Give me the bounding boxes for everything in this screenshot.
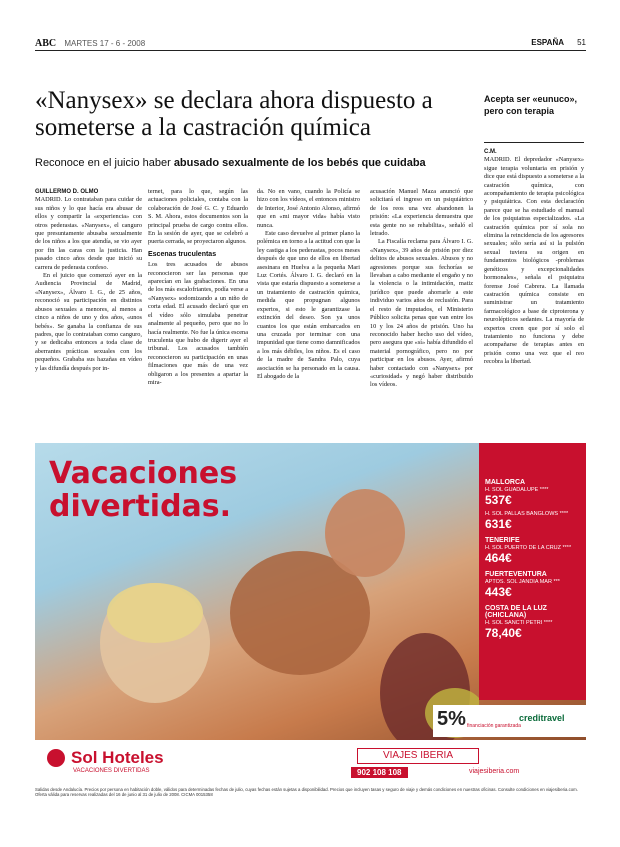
article-column-3 (257, 188, 360, 436)
sidebar-paragraph: MADRID. El depredador «Nanysex» sigue terapia voluntaria en prisión y dice que está dispuesto a someterse a la castración química, con acompañamiento de terapia psicológica y psiquiátrica. Con esta declaración parece que se ha estudiado el manual de los psiquiatras especializados. «La castración química por sí sola no elimina la reincidencia de los agresores sexuales; sólo sería así si la pulsión sexual tuviera su origen en fundamentos biológicos -problemas genéticos y excepcionalidades hormonales», señala el psiquiatra forense José Cabrera. La llamada castración química consiste en suministrar un tratamiento farmacológico a base de ciproterona y neurolépticos sedantes. La mayoría de expertos creen que por sí solo el tratamiento no funciona y debe acompañarse de terapias antes en prisión como una vez que el reo recobra la libertad. (484, 156, 584, 366)
sun-icon (45, 747, 67, 769)
column-paragraph: acusación Manuel Maza anunció que solicitará el ingreso en un psiquiátrico de los reos una vez abandonen la prisión: «La experiencia demuestra que esta gente no se rehabilita», señaló el letrado. (370, 188, 473, 238)
credit-logo: creditravel (519, 713, 565, 723)
page-header (35, 38, 586, 50)
sol-hoteles-logo: Sol Hoteles (71, 748, 164, 767)
ad-footer (35, 740, 586, 787)
column-paragraph: En el juicio que comenzó ayer en la Audiencia Provincial de Madrid, «Nanysex», Álvaro I. G., de 25 años, reconoció su participación en distintos abusos sexuales a menores, al menos a cinco a niños de uno y dos años, «unos bebés». Se ganaba la confianza de sus padres, que lo contrataban como canguro, y se dedicaba entonces a toda clase de aberrantes prácticas sexuales con los pequeños. Grababa sus hazañas en vídeo y las difundía después por in- (35, 272, 142, 372)
offer-price: 464€ (485, 551, 512, 565)
sidebar-rule (484, 142, 584, 143)
page-number: 51 (577, 38, 586, 47)
viajes-iberia-logo: VIAJES IBERIA (357, 748, 479, 764)
column-paragraph: La Fiscalía reclama para Álvaro I. G. «Nanysex», 39 años de prisión por diez delitos de abusos sexuales. Abusos y no agresiones porque sus fechorías se llevaban a cabo mediante el engaño y no la violencia o la intimidación, matiz jurídico que puede ahorrarle a este individuo varios años de reclusión. Para el resto de imputados, el Ministerio Público solicita penas que van entre los 10 y los 24 años de prisión. Uno ha reconocido haber hecho uso del vídeo, pero asegura que «sí» había difundido el material pornográfico, pero no por participar en los abusos. Ayer, afirmó haber contactado con «Nanysex» por «curiosidad» y negó haber distribuido los vídeos. (370, 238, 473, 389)
offer-destination: TENERIFE (485, 537, 520, 544)
offer-item (479, 476, 586, 510)
offer-item (479, 510, 586, 534)
sidebar-title: Acepta ser «eunuco», pero con terapia (484, 94, 578, 116)
offer-destination: MALLORCA (485, 479, 526, 486)
ad-phone: 902 108 108 (351, 767, 408, 778)
column-paragraph: Los tres acusados de abusos reconocieron ser las personas que aparecían en las grabaciones. En una de los más escalofriantes, podía verse a «Nanysex» sodomizando a un niño de corta edad. El acusado declaró que en el vídeo sólo simulaba penetrar analmente al pequeño, pero que no lo hacía realmente. No fue la única escena truculenta que hubo de digerir ayer el tribunal. Los acusados también reconocieron su participación en unas filmaciones que más de una vez obligaron a los presentes a apartar la mira- (148, 261, 248, 386)
article-headline: «Nanysex» se declara ahora dispuesto a someterse a la castración química (35, 87, 433, 141)
article-subhead (35, 156, 475, 170)
offer-item (479, 534, 586, 568)
discount-banner (433, 705, 586, 737)
header-rule (35, 50, 586, 51)
offer-hotel: H. SOL PUERTO DE LA CRUZ **** (485, 545, 572, 551)
newspaper-logo: ABC (35, 38, 57, 49)
offer-hotel: H. SOL PALLAS BANGLOWS **** (485, 511, 569, 517)
sidebar-body (484, 148, 584, 436)
article-column-4 (370, 188, 473, 436)
subhead-plain: Reconoce en el juicio haber (35, 157, 174, 169)
offer-price: 443€ (485, 585, 512, 599)
ad-headline-line2: divertidas. (49, 489, 232, 524)
offer-price: 631€ (485, 517, 512, 531)
ad-fine-print: Salidas desde Andalucía. Precios por persona en habitación doble, válidos para determinadas fechas de julio, cuyas fechas están sujetas a disponibilidad. Precios que incluyen tasas y seguro de viaje y demás condiciones en nuestras oficinas. Consulte condiciones en viajesiberia.com. Oferta válida para reservas realizadas del 16 de junio al 31 de julio de 2008. CICMA 0015358 (35, 787, 586, 803)
offer-destination: FUERTEVENTURA (485, 571, 547, 578)
article-column-1 (35, 188, 142, 436)
ad-headline (49, 457, 237, 523)
offer-hotel: APTOS. SOL JANDIA MAR *** (485, 579, 560, 585)
offer-price: 78,40€ (485, 626, 522, 640)
column-paragraph: MADRID. Lo contrataban para cuidar de sus niños y lo que hacía era abusar de ellos y compartir la «experiencia» con otros pederastas. «Nanysex», el canguro que presuntamente abusaba sexualmente de los niños a los que atendía, se vio ayer por fin las caras con la justicia. Han pasado cinco años desde que inició su carrera de pederasta confeso. (35, 196, 142, 271)
issue-date: MARTES 17 - 6 - 2008 (64, 39, 146, 48)
inline-subtitle: Escenas truculentas (148, 250, 217, 258)
sidebar-byline: C.M. (484, 149, 497, 155)
column-paragraph: ternet, para lo que, según las actuaciones policiales, contaba con la colaboración de José G. C. y Eduardo S. M. Ahora, estos documentos son la principal prueba de cargo contra ellos. En la sesión de ayer, que se celebró a puerta cerrada, se proyectaron algunos. (148, 188, 248, 246)
offer-destination: COSTA DE LA LUZ (CHICLANA) (485, 605, 547, 619)
offer-hotel: H. SOL SANCTI PETRI **** (485, 620, 553, 626)
discount-text: financiación garantizada (467, 723, 521, 729)
offer-price: 537€ (485, 493, 512, 507)
article-column-2 (148, 188, 248, 436)
column-paragraph: da. No en vano, cuando la Policía se hizo con los vídeos, el entonces ministro de Interior, José Antonio Alonso, afirmó que en «mi mayor vida» había visto nunca. (257, 188, 360, 229)
offer-hotel: H. SOL GUADALUPE **** (485, 487, 549, 493)
article-byline: GUILLERMO D. OLMO (35, 189, 99, 195)
section-name: ESPAÑA (531, 38, 564, 47)
offer-item (479, 602, 586, 643)
sol-hoteles-tagline: VACACIONES DIVERTIDAS (73, 768, 150, 774)
advertisement (35, 443, 586, 803)
price-panel (479, 443, 586, 700)
subhead-bold: abusado sexualmente de los bebés que cuidaba (173, 157, 426, 169)
ad-website: viajesiberia.com (469, 768, 520, 775)
ad-headline-line1: Vacaciones (49, 456, 238, 491)
offer-item (479, 568, 586, 602)
column-paragraph: Este caso devuelve al primer plano la polémica en torno a la actitud con que la ley castiga a los pederastas, pocos meses después de que uno de ellos en libertad asesinara en Huelva a la pequeña Mari Luz Cortés. Álvaro I. G. declaró en la vista que estaría dispuesto a someterse a un tratamiento de castración química, medida que propugnan algunos expertos, si esto le garantizase la extinción del deseo. Son ya unos cuantos los que están embarcados en una cruzada por terminar con una impunidad que tiene como damnificados a los más débiles, los niños. Es el caso de la madre de Sandra Palo, cuya asociación se ha personado en la causa. El abogado de la (257, 230, 360, 380)
discount-percent: 5% (437, 708, 466, 730)
